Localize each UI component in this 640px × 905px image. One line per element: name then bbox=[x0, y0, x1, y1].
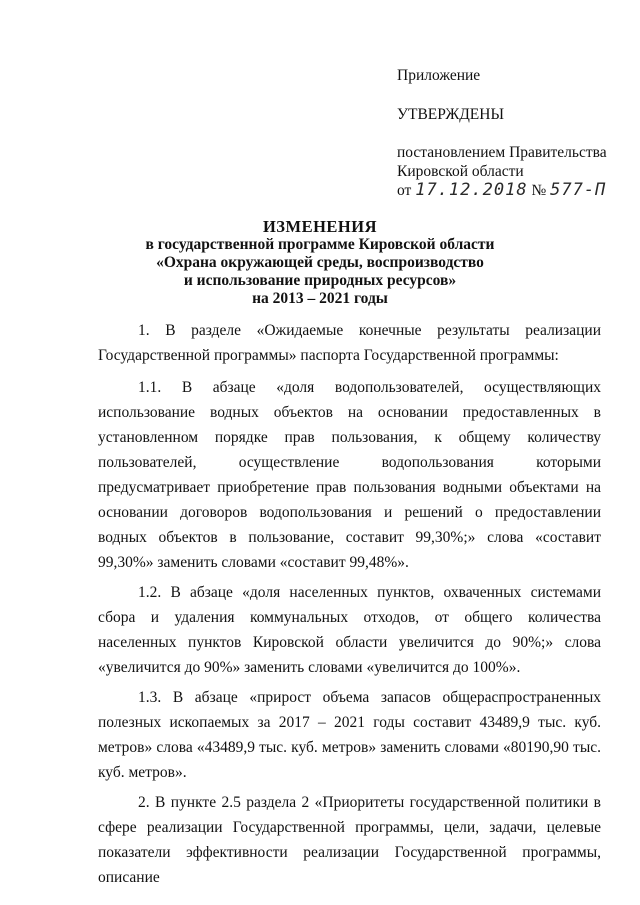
approval-block bbox=[397, 66, 627, 200]
decree-line-2: Кировской области bbox=[397, 163, 524, 180]
appendix-label: Приложение bbox=[397, 67, 481, 84]
decree-date-line bbox=[397, 181, 627, 200]
document-title bbox=[100, 218, 540, 308]
paragraph-1-1: 1.1. В абзаце «доля водопользователей, осуществляющих использование водных объектов на основании предоставленных в установленном порядке прав пользования, к общему количеству пользователей, осуществление водопользования которыми предусматривает приобретение прав пользования водными объектами на основании договоров водопользования и решений о предоставлении водных объектов в пользование, составит 99,30%;» слова «составит 99,30%» заменить словами «составит 99,48%». bbox=[98, 379, 601, 571]
title-line-1: в государственной программе Кировской области bbox=[145, 236, 495, 253]
title-line-2: «Охрана окружающей среды, воспроизводство bbox=[156, 254, 484, 271]
paragraph-2: 2. В пункте 2.5 раздела 2 «Приоритеты государственной политики в сфере реализации Государственной программы, цели, задачи, целевые показатели эффективности реализации Государственной программы, описание bbox=[98, 794, 601, 886]
handwritten-date: 17.12.2018 bbox=[415, 180, 528, 200]
title-line-3: и использование природных ресурсов» bbox=[183, 272, 457, 289]
date-prefix: от bbox=[397, 182, 412, 199]
approved-label: УТВЕРЖДЕНЫ bbox=[397, 106, 504, 123]
paragraph-1-2: 1.2. В абзаце «доля населенных пунктов, охваченных системами сбора и удаления коммунальных отходов, от общего количества населенных пунктов Кировской области увеличится до 90%;» слова «увеличится до 90%» заменить словами «увеличится до 100%». bbox=[98, 584, 601, 676]
title-heading: ИЗМЕНЕНИЯ bbox=[262, 217, 378, 236]
paragraph-1-3: 1.3. В абзаце «прирост объема запасов общераспространенных полезных ископаемых за 2017 – 2021 годы составит 43489,9 тыс. куб. метров» слова «43489,9 тыс. куб. метров» заменить словами «80190,90 тыс. куб. метров». bbox=[98, 689, 601, 781]
number-sign: № bbox=[531, 182, 547, 199]
handwritten-number: 577-П bbox=[550, 180, 607, 200]
title-line-4: на 2013 – 2021 годы bbox=[252, 290, 388, 307]
paragraph-1: 1. В разделе «Ожидаемые конечные результаты реализации Государственной программы» паспорта Государственной программы: bbox=[98, 322, 601, 364]
decree-line-1: постановлением Правительства bbox=[397, 144, 607, 161]
document-body bbox=[98, 318, 601, 895]
